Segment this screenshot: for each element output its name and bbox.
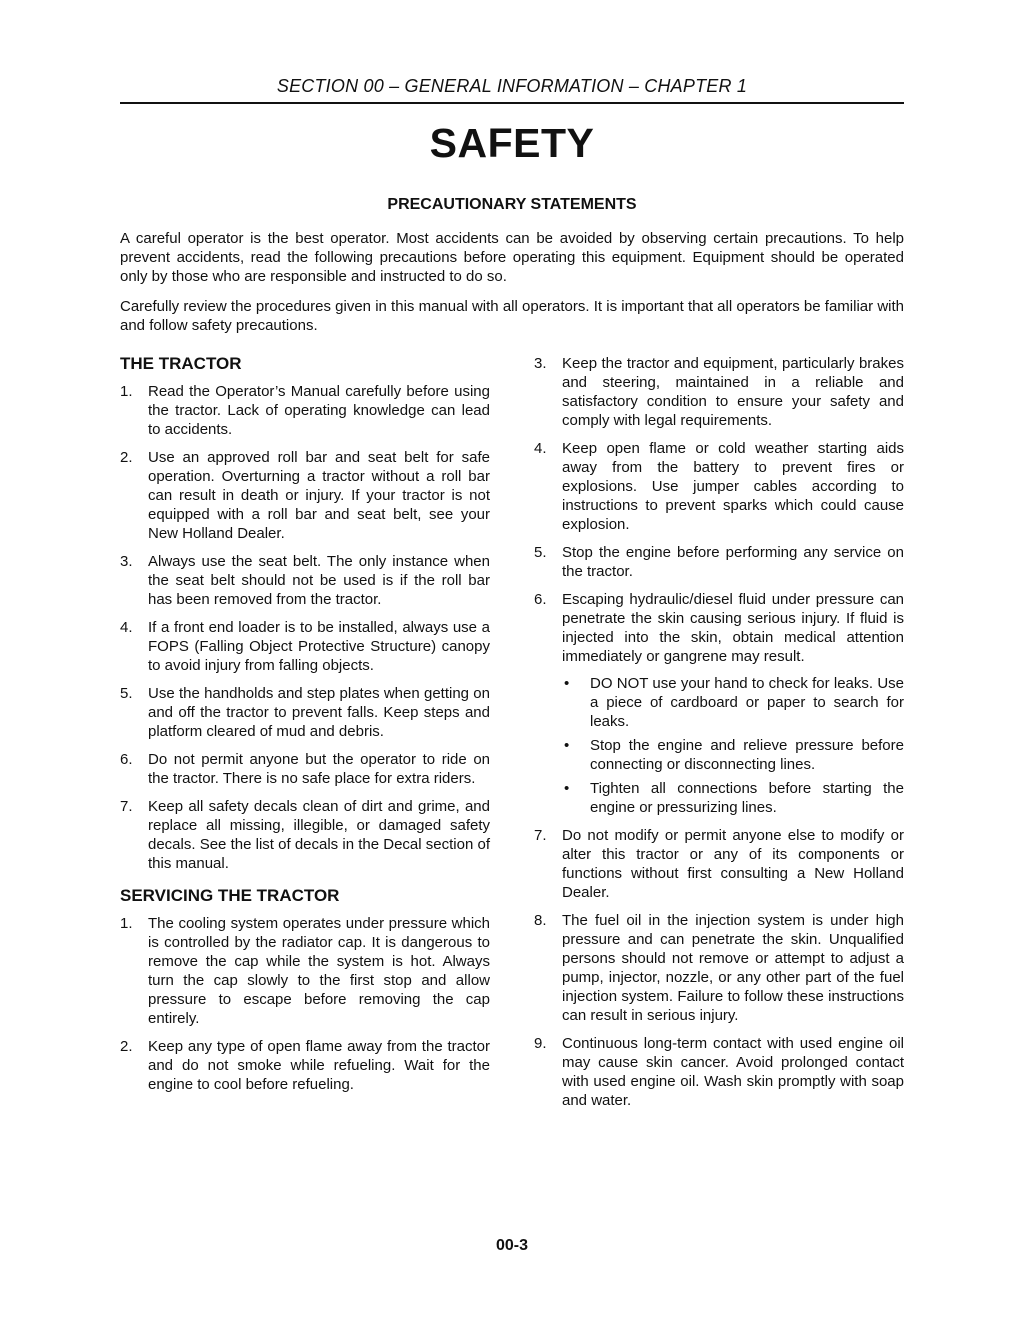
list-item	[534, 826, 904, 902]
item-text: Escaping hydraulic/diesel fluid under pressure can penetrate the skin causing serious injury. If fluid is injected into the skin, obtain medical attention immediately or gangrene may result.	[562, 591, 904, 665]
list-item	[534, 911, 904, 1025]
item-text: Do not permit anyone but the operator to ride on the tractor. There is no safe place for extra riders.	[148, 751, 490, 787]
item-text: Keep any type of open flame away from the tractor and do not smoke while refueling. Wait for the engine to cool before refueling.	[148, 1038, 490, 1093]
tractor-list	[120, 382, 490, 873]
running-header: SECTION 00 – GENERAL INFORMATION – CHAPTER 1	[276, 76, 748, 96]
servicing-list	[120, 914, 490, 1094]
item-text: Stop the engine before performing any service on the tractor.	[562, 544, 904, 580]
list-item	[120, 382, 490, 439]
list-item	[120, 797, 490, 873]
item-number: 7.	[120, 798, 133, 815]
item-number: 1.	[120, 383, 133, 400]
item-text: If a front end loader is to be installed, always use a FOPS (Falling Object Protective Structure) canopy to avoid injury from falling objects.	[148, 619, 490, 674]
item-number: 9.	[534, 1035, 547, 1052]
bullet-text: Tighten all connections before starting the engine or pressurizing lines.	[590, 780, 904, 816]
list-item	[120, 750, 490, 788]
sub-bullet-item	[562, 779, 904, 817]
item-number: 3.	[534, 355, 547, 372]
sub-bullet-item	[562, 736, 904, 774]
item-number: 5.	[534, 544, 547, 561]
precautionary-heading: PRECAUTIONARY STATEMENTS	[387, 196, 637, 213]
bullet-text: Stop the engine and relieve pressure before connecting or disconnecting lines.	[590, 737, 904, 773]
item-number: 7.	[534, 827, 547, 844]
item-text: The fuel oil in the injection system is under high pressure and can penetrate the skin. Unqualified persons should not remove or attempt to adjust a pump, injector, nozzle, or any other part of the fuel injection system. Failure to follow these instructions can result in serious injury.	[562, 912, 904, 1024]
item-text: Keep all safety decals clean of dirt and grime, and replace all missing, illegible, or damaged safety decals. See the list of decals in the Decal section of this manual.	[148, 798, 490, 872]
item-number: 3.	[120, 553, 133, 570]
item-text: Keep open flame or cold weather starting aids away from the battery to prevent fires or explosions. Use jumper cables according to instructions to prevent sparks which could cause explosion.	[562, 440, 904, 533]
item-text: The cooling system operates under pressure which is controlled by the radiator cap. It is dangerous to remove the cap while the system is hot. Always turn the cap slowly to the first stop and allow pressure to escape before removing the cap entirely.	[148, 915, 490, 1027]
list-item	[120, 552, 490, 609]
intro-paragraph: A careful operator is the best operator. Most accidents can be avoided by observing certain precautions. To help prevent accidents, read the following precautions before operating this equipment. Equipment should be operated only by those who are responsible and instructed to do so.	[120, 230, 904, 285]
item-number: 6.	[120, 751, 133, 768]
item-number: 4.	[120, 619, 133, 636]
servicing-list-continued	[534, 354, 904, 1110]
item-number: 5.	[120, 685, 133, 702]
item-text: Continuous long-term contact with used engine oil may cause skin cancer. Avoid prolonged contact with used engine oil. Wash skin promptly with soap and water.	[562, 1035, 904, 1109]
item-text: Keep the tractor and equipment, particularly brakes and steering, maintained in a reliable and satisfactory condition to ensure your safety and comply with legal requirements.	[562, 355, 904, 429]
list-item	[534, 543, 904, 581]
item-text: Read the Operator’s Manual carefully before using the tractor. Lack of operating knowledge can lead to accidents.	[148, 383, 490, 438]
right-column	[534, 354, 904, 1119]
header-rule	[120, 102, 904, 104]
list-item	[120, 618, 490, 675]
list-item	[534, 1034, 904, 1110]
servicing-heading: SERVICING THE TRACTOR	[120, 886, 340, 905]
bullet-marker: •	[564, 780, 570, 797]
item-number: 2.	[120, 449, 133, 466]
list-item	[120, 914, 490, 1028]
item-text: Do not modify or permit anyone else to modify or alter this tractor or any of its components or functions without first consulting a New Holland Dealer.	[562, 827, 904, 901]
list-item	[120, 448, 490, 543]
item-number: 6.	[534, 591, 547, 608]
page-number: 00-3	[495, 1237, 529, 1254]
list-item	[534, 439, 904, 534]
item-number: 2.	[120, 1038, 133, 1055]
bullet-text: DO NOT use your hand to check for leaks. Use a piece of cardboard or paper to search for leaks.	[590, 675, 904, 730]
tractor-heading: THE TRACTOR	[120, 354, 242, 373]
list-item	[534, 590, 904, 817]
sub-bullet-item	[562, 674, 904, 731]
item-text: Use the handholds and step plates when getting on and off the tractor to prevent falls. Keep steps and platform cleared of mud and debris.	[148, 685, 490, 740]
item-text: Use an approved roll bar and seat belt for safe operation. Overturning a tractor without a roll bar can result in death or injury. If your tractor is not equipped with a roll bar and seat belt, see your New Holland Dealer.	[148, 449, 490, 542]
page-title: SAFETY	[429, 120, 595, 166]
list-item	[120, 684, 490, 741]
intro-text	[120, 229, 904, 346]
list-item	[120, 1037, 490, 1094]
sub-bullet-list	[562, 674, 904, 817]
item-number: 8.	[534, 912, 547, 929]
item-text: Always use the seat belt. The only instance when the seat belt should not be used is if the roll bar has been removed from the tractor.	[148, 553, 490, 608]
bullet-marker: •	[564, 737, 570, 754]
left-column	[120, 354, 490, 1103]
item-number: 1.	[120, 915, 133, 932]
intro-paragraph: Carefully review the procedures given in this manual with all operators. It is important that all operators be familiar with and follow safety precautions.	[120, 298, 904, 334]
item-number: 4.	[534, 440, 547, 457]
bullet-marker: •	[564, 675, 570, 692]
list-item	[534, 354, 904, 430]
